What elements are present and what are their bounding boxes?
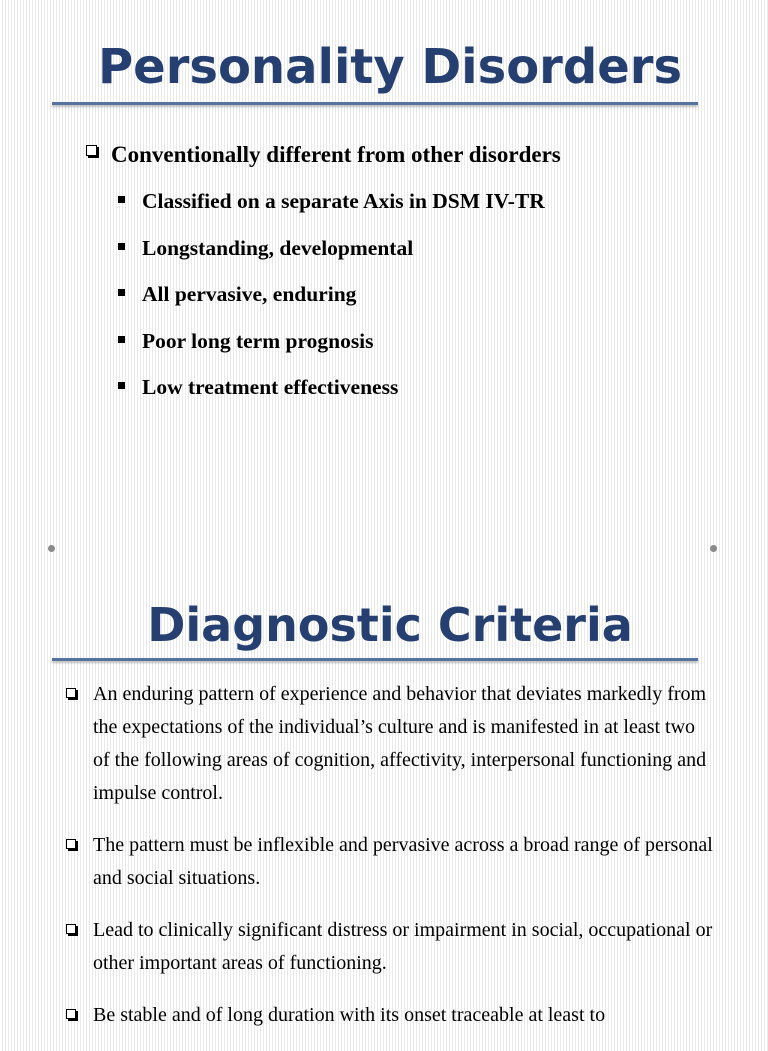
criteria-item — [66, 829, 716, 895]
sub-bullet-text: All pervasive, enduring — [142, 282, 357, 307]
checkbox-bullet-icon — [86, 145, 97, 156]
checkbox-bullet-icon — [66, 688, 76, 698]
criteria-text: Be stable and of long duration with its onset traceable at least to — [93, 1004, 606, 1026]
sub-bullet — [118, 280, 545, 327]
criteria-text: An enduring pattern of experience and behavior that deviates markedly from the expectations of the individual’s culture and is manifested in at least two of the following areas of cognition, affectivity, interpersonal functioning and impulse control. — [93, 683, 707, 804]
sub-bullet — [118, 187, 545, 234]
sub-bullet-text: Poor long term prognosis — [142, 328, 374, 353]
criteria-text: The pattern must be inflexible and pervasive across a broad range of personal and social situations. — [93, 834, 713, 889]
slide-diagnostic-criteria — [0, 548, 768, 1024]
sub-bullet — [118, 234, 545, 281]
criteria-text: Lead to clinically significant distress or impairment in social, occupational or other important areas of functioning. — [93, 919, 713, 974]
criteria-item — [66, 914, 716, 980]
title-underline — [52, 102, 698, 105]
title-underline — [52, 658, 698, 661]
square-bullet-icon — [118, 243, 125, 250]
square-bullet-icon — [118, 382, 125, 389]
checkbox-bullet-icon — [66, 924, 76, 934]
slide-title: Diagnostic Criteria — [147, 598, 633, 652]
criteria-item — [66, 999, 716, 1032]
main-bullet — [86, 140, 726, 170]
sub-bullet-text: Low treatment effectiveness — [142, 375, 399, 400]
sub-bullet-list — [118, 187, 545, 420]
slide-title: Personality Disorders — [97, 39, 683, 95]
sub-bullet — [118, 373, 545, 420]
checkbox-bullet-icon — [66, 839, 76, 849]
sub-bullet — [118, 327, 545, 374]
square-bullet-icon — [118, 196, 125, 203]
sub-bullet-text: Classified on a separate Axis in DSM IV-TR — [142, 189, 545, 213]
square-bullet-icon — [118, 336, 125, 343]
square-bullet-icon — [118, 289, 125, 296]
main-bullet-text: Conventionally different from other disorders — [111, 142, 561, 167]
sub-bullet-text: Longstanding, developmental — [142, 235, 414, 260]
criteria-list — [66, 678, 716, 1051]
checkbox-bullet-icon — [66, 1009, 76, 1019]
criteria-item — [66, 678, 716, 810]
